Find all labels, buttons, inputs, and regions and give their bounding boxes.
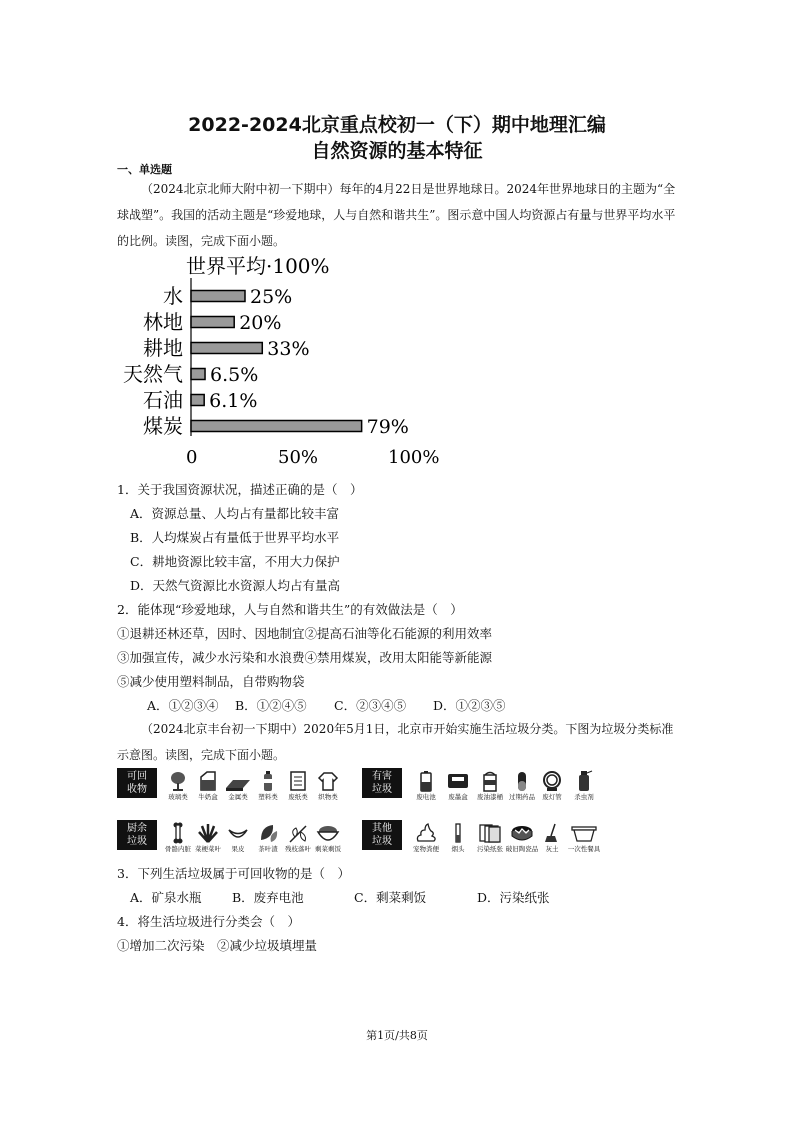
bar-1 xyxy=(191,317,234,328)
broken-ceramic-icon xyxy=(510,822,534,844)
q3-option-b: B．废弃电池 xyxy=(232,890,304,905)
kitchen-vegetables-label: 菜梗菜叶 xyxy=(195,845,221,853)
category-other-label: 其他 垃圾 xyxy=(372,823,392,847)
vegetable-leaves-icon xyxy=(197,822,219,844)
metal-icon xyxy=(225,770,251,792)
other-pet-waste-label: 宠物粪便 xyxy=(413,845,439,853)
bar-5 xyxy=(191,421,362,432)
page-footer: 第1页/共8页 xyxy=(366,1029,428,1042)
disposable-container-icon xyxy=(571,822,597,844)
waste-classification-figure xyxy=(117,768,601,858)
cigarette-butt-icon xyxy=(447,822,469,844)
bar-4 xyxy=(191,395,204,406)
category-hazardous xyxy=(362,768,402,798)
kitchen-tea-leaves-label: 茶叶渣 xyxy=(258,845,278,853)
battery-icon xyxy=(415,770,437,792)
q3-option-d: D．污染纸张 xyxy=(477,890,550,905)
other-dirty-paper-label: 污染纸张 xyxy=(477,845,503,853)
hazardous-medicine-label: 过期药品 xyxy=(509,793,535,801)
category-kitchen-label: 厨余 垃圾 xyxy=(127,823,147,847)
recyclable-textile xyxy=(313,770,343,801)
pet-waste-icon xyxy=(415,822,437,844)
bone-icon xyxy=(167,822,189,844)
kitchen-leftovers-label: 剩菜剩饭 xyxy=(315,845,341,853)
leftovers-bowl-icon xyxy=(316,822,340,844)
category-label-5: 煤炭 xyxy=(143,414,183,438)
paint-can-icon xyxy=(479,770,501,792)
question-2-stem: 2．能体现“珍爱地球，人与自然和谐共生”的有效做法是（ ） xyxy=(117,602,463,617)
resource-bar-chart xyxy=(123,250,450,472)
kitchen-fruit-peel-label: 果皮 xyxy=(231,845,245,853)
q2-option-c: C．②③④⑤ xyxy=(334,698,407,713)
ink-cartridge-icon xyxy=(446,770,470,792)
lamp-tube-icon xyxy=(541,770,563,792)
hazardous-battery-label: 废电池 xyxy=(416,793,436,801)
bar-2 xyxy=(191,343,262,354)
category-label-3: 天然气 xyxy=(123,362,183,386)
other-cigarette-label: 烟头 xyxy=(451,845,465,853)
document-title-line2: 自然资源的基本特征 xyxy=(311,140,483,162)
q2-statement-3: ⑤减少使用塑料制品，自带购物袋 xyxy=(117,674,305,689)
q2-option-b: B．①②④⑤ xyxy=(235,698,307,713)
bar-3 xyxy=(191,369,205,380)
recyclable-milk-carton-label: 牛奶盒 xyxy=(198,793,218,801)
tea-leaf-icon xyxy=(257,822,279,844)
intro-paragraph-1: （2024北京北师大附中初一下期中）每年的4月22日是世界地球日。2024年世界地球日的主题为“全球战塑”。我国的活动主题是“珍爱地球，人与自然和谐共生”。图示意中国人均资源占有量与世界平均水平的比例。读图，完成下面小题。 xyxy=(117,182,676,248)
value-label-4: 6.1% xyxy=(209,390,258,412)
q1-option-c: C．耕地资源比较丰富，不用大力保护 xyxy=(130,554,340,569)
category-label-2: 耕地 xyxy=(143,336,183,360)
medicine-icon xyxy=(511,770,533,792)
x-tick-label-100: 100% xyxy=(388,447,440,468)
dirty-paper-icon xyxy=(478,822,502,844)
category-recyclable xyxy=(117,768,157,798)
textile-icon xyxy=(317,770,339,792)
hazardous-lamp-label: 废灯管 xyxy=(542,793,562,801)
kitchen-bones-label: 骨骼内脏 xyxy=(165,845,191,853)
category-hazardous-label: 有害 垃圾 xyxy=(372,771,392,795)
q4-statement-1: ①增加二次污染 ②减少垃圾填埋量 xyxy=(117,938,318,953)
hazardous-paint-can-label: 废油漆桶 xyxy=(477,793,503,801)
question-1-stem: 1．关于我国资源状况，描述正确的是（ ） xyxy=(117,482,363,497)
chart-title: 世界平均·100% xyxy=(186,254,330,278)
q1-option-d: D．天然气资源比水资源人均占有量高 xyxy=(130,578,341,593)
recyclable-plastic-label: 塑料类 xyxy=(258,793,278,801)
intro-paragraph-2: （2024北京丰台初一下期中）2020年5月1日，北京市开始实施生活垃圾分类。下图为垃圾分类标准示意图。读图，完成下面小题。 xyxy=(117,722,674,762)
hazardous-insecticide xyxy=(569,770,599,801)
question-4-stem: 4．将生活垃圾进行分类会（ ） xyxy=(117,914,300,929)
hazardous-ink-cartridge-label: 废墨盒 xyxy=(448,793,468,801)
category-label-4: 石油 xyxy=(143,388,183,412)
q3-option-c: C．剩菜剩饭 xyxy=(354,890,427,905)
category-label-0: 水 xyxy=(163,284,183,308)
q1-option-a: A．资源总量、人均占有量都比较丰富 xyxy=(130,506,340,521)
glass-icon xyxy=(167,770,189,792)
q1-option-b: B．人均煤炭占有量低于世界平均水平 xyxy=(130,530,340,545)
value-label-3: 6.5% xyxy=(210,364,259,386)
category-other xyxy=(362,820,402,850)
category-kitchen xyxy=(117,820,157,850)
q2-option-d: D．①②③⑤ xyxy=(433,698,506,713)
x-tick-label-0: 0 xyxy=(186,447,198,468)
value-label-1: 20% xyxy=(239,312,282,334)
q2-statement-1: ①退耕还林还草，因时、因地制宜②提高石油等化石能源的利用效率 xyxy=(117,626,493,641)
recyclable-textile-label: 织物类 xyxy=(318,793,338,801)
document-title-line1: 2022-2024北京重点校初一（下）期中地理汇编 xyxy=(188,114,606,136)
branch-leaves-icon xyxy=(287,822,309,844)
paper-icon xyxy=(287,770,309,792)
dustpan-broom-icon xyxy=(541,822,563,844)
recyclable-metal-label: 金属类 xyxy=(228,793,248,801)
q2-statement-2: ③加强宣传，减少水污染和水浪费④禁用煤炭，改用太阳能等新能源 xyxy=(117,650,493,665)
category-recyclable-label: 可回 收物 xyxy=(127,771,147,795)
recyclable-glass-label: 玻璃类 xyxy=(168,793,188,801)
value-label-0: 25% xyxy=(250,286,293,308)
other-disposable-tableware xyxy=(569,822,599,853)
q3-option-a: A．矿泉水瓶 xyxy=(130,890,202,905)
kitchen-leftovers xyxy=(313,822,343,853)
kitchen-branches-leaves-label: 残枝落叶 xyxy=(285,845,311,853)
x-tick-label-50: 50% xyxy=(278,447,319,468)
section-heading: 一、单选题 xyxy=(117,163,172,176)
question-3-stem: 3．下列生活垃圾属于可回收物的是（ ） xyxy=(117,866,350,881)
recyclable-paper-label: 废纸类 xyxy=(288,793,308,801)
insecticide-spray-icon xyxy=(573,770,595,792)
other-disposable-tableware-label: 一次性餐具 xyxy=(567,845,601,853)
other-ceramics-label: 破旧陶瓷品 xyxy=(505,845,539,853)
q2-option-a: A．①②③④ xyxy=(147,698,219,713)
plastic-bottle-icon xyxy=(257,770,279,792)
value-label-2: 33% xyxy=(267,338,310,360)
other-dust-label: 灰土 xyxy=(545,845,559,853)
category-label-1: 林地 xyxy=(143,310,183,334)
fruit-peel-icon xyxy=(227,822,249,844)
bar-0 xyxy=(191,291,245,302)
value-label-5: 79% xyxy=(366,416,409,438)
milk-carton-icon xyxy=(197,770,219,792)
hazardous-insecticide-label: 杀虫剂 xyxy=(574,793,594,801)
